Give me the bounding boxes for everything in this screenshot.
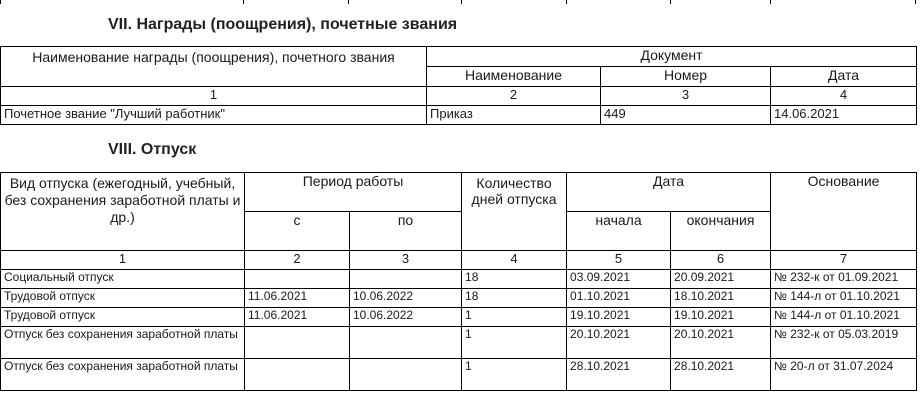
header-leave-type: Вид отпуска (ежегодный, учебный, без сохранения заработной платы и др.): [1, 173, 245, 251]
doc-number-cell: 449: [601, 106, 771, 125]
header-work-period: Период работы: [245, 173, 462, 212]
header-document: Документ: [427, 47, 917, 67]
period-to-cell: [350, 327, 462, 359]
header-basis: Основание: [771, 173, 917, 251]
header-doc-number: Номер: [601, 67, 771, 87]
table-row: [1, 327, 917, 359]
start-date-cell: 19.10.2021: [567, 308, 671, 327]
end-date-cell: 20.09.2021: [671, 270, 771, 289]
section-7-title: VII. Награды (поощрения), почетные звания: [108, 16, 458, 33]
days-cell: 1: [462, 308, 567, 327]
leave-type-cell: Трудовой отпуск: [1, 308, 245, 327]
period-from-cell: 11.06.2021: [245, 289, 350, 308]
leave-type-cell: Отпуск без сохранения заработной платы: [1, 359, 245, 391]
col-number: 3: [601, 87, 771, 106]
table-row: [1, 308, 917, 327]
leave-type-cell: Социальный отпуск: [1, 270, 245, 289]
award-cell: Почетное звание "Лучший работник": [1, 106, 427, 125]
table-row: [1, 289, 917, 308]
basis-cell: № 144-л от 01.10.2021: [771, 308, 917, 327]
start-date-cell: 28.10.2021: [567, 359, 671, 391]
doc-date-cell: 14.06.2021: [771, 106, 917, 125]
period-from-cell: [245, 327, 350, 359]
basis-cell: № 20-л от 31.07.2024: [771, 359, 917, 391]
end-date-cell: 18.10.2021: [671, 289, 771, 308]
col-number: 2: [245, 251, 350, 270]
header-doc-name: Наименование: [427, 67, 601, 87]
days-cell: 18: [462, 289, 567, 308]
header-end: окончания: [671, 212, 771, 251]
header-award-name: Наименование награды (поощрения), почетного звания: [1, 47, 427, 87]
col-number: 6: [671, 251, 771, 270]
leave-type-cell: Трудовой отпуск: [1, 289, 245, 308]
period-from-cell: [245, 270, 350, 289]
table-row: [1, 270, 917, 289]
doc-name-cell: Приказ: [427, 106, 601, 125]
header-to: по: [350, 212, 462, 251]
days-cell: 1: [462, 327, 567, 359]
start-date-cell: 20.10.2021: [567, 327, 671, 359]
basis-cell: № 232-к от 05.03.2019: [771, 327, 917, 359]
leave-table: [0, 172, 917, 391]
header-doc-date: Дата: [771, 67, 917, 87]
awards-table: [0, 46, 917, 125]
period-to-cell: [350, 270, 462, 289]
col-number: 4: [771, 87, 917, 106]
col-number: 4: [462, 251, 567, 270]
header-days-count: Количество дней отпуска: [462, 173, 567, 251]
end-date-cell: 20.10.2021: [671, 327, 771, 359]
header-from: с: [245, 212, 350, 251]
basis-cell: № 232-к от 01.09.2021: [771, 270, 917, 289]
days-cell: 1: [462, 359, 567, 391]
section-8-title: VIII. Отпуск: [108, 141, 197, 158]
table-row: [1, 359, 917, 391]
days-cell: 18: [462, 270, 567, 289]
col-number: 1: [1, 251, 245, 270]
col-number: 1: [1, 87, 427, 106]
table-row: [1, 106, 917, 125]
period-to-cell: 10.06.2022: [350, 308, 462, 327]
end-date-cell: 19.10.2021: [671, 308, 771, 327]
period-from-cell: [245, 359, 350, 391]
header-start: начала: [567, 212, 671, 251]
col-number: 7: [771, 251, 917, 270]
start-date-cell: 01.10.2021: [567, 289, 671, 308]
start-date-cell: 03.09.2021: [567, 270, 671, 289]
leave-type-cell: Отпуск без сохранения заработной платы: [1, 327, 245, 359]
col-number: 5: [567, 251, 671, 270]
period-from-cell: 11.06.2021: [245, 308, 350, 327]
col-number: 3: [350, 251, 462, 270]
header-date: Дата: [567, 173, 771, 212]
end-date-cell: 28.10.2021: [671, 359, 771, 391]
basis-cell: № 144-л от 01.10.2021: [771, 289, 917, 308]
period-to-cell: 10.06.2022: [350, 289, 462, 308]
period-to-cell: [350, 359, 462, 391]
col-number: 2: [427, 87, 601, 106]
